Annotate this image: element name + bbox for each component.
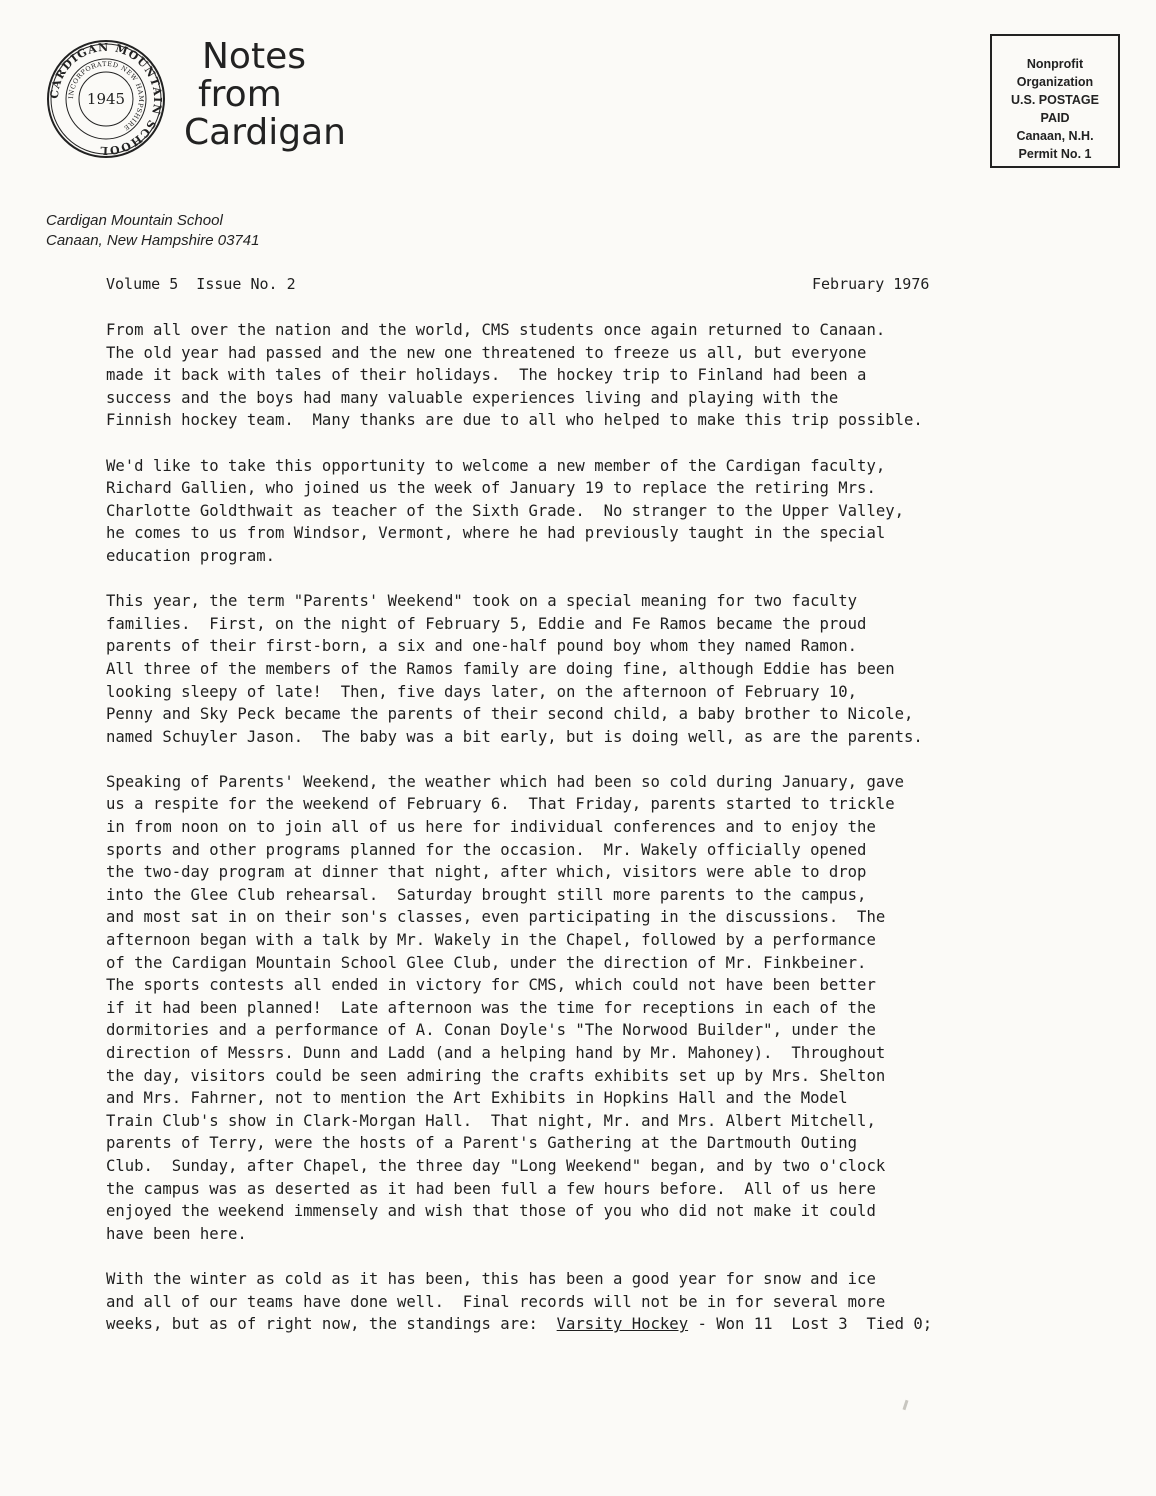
text-line: The old year had passed and the new one threatened to freeze us all, but everyone: [106, 343, 867, 362]
text-line: the campus was as deserted as it had been full a few hours before. All of us here: [106, 1179, 876, 1198]
text-line: made it back with tales of their holidays. The hockey trip to Finland had been a: [106, 366, 867, 385]
text-line: dormitories and a performance of A. Conan Doyle's "The Norwood Builder", under the: [106, 1021, 876, 1040]
text-line: Finnish hockey team. Many thanks are due to all who helped to make this trip possible.: [106, 411, 923, 430]
text-line: families. First, on the night of February 5, Eddie and Fe Ramos became the proud: [106, 614, 867, 633]
text-line: education program.: [106, 546, 275, 565]
school-address: [46, 211, 259, 251]
text-line: With the winter as cold as it has been, this has been a good year for snow and ice: [106, 1269, 876, 1288]
paragraph-births: [106, 590, 1106, 748]
text-line: All three of the members of the Ramos family are doing fine, although Eddie has been: [106, 659, 895, 678]
title-line-notes: Notes: [202, 36, 306, 77]
text-line: Richard Gallien, who joined us the week of January 19 to replace the retiring Mrs.: [106, 479, 876, 498]
article-body: [106, 319, 1106, 1358]
postage-line: Permit No. 1: [1018, 147, 1092, 161]
text-line: the two-day program at dinner that night, after which, visitors were able to drop: [106, 863, 867, 882]
text-line: success and the boys had many valuable experiences living and playing with the: [106, 388, 839, 407]
text-line: Charlotte Goldthwait as teacher of the Sixth Grade. No stranger to the Upper Valley,: [106, 501, 904, 520]
postage-line: Organization: [1016, 75, 1094, 89]
text-line: parents of Terry, were the hosts of a Parent's Gathering at the Dartmouth Outing: [106, 1134, 858, 1153]
text-line: From all over the nation and the world, CMS students once again returned to Canaan.: [106, 321, 886, 339]
text-line: us a respite for the weekend of February 6. That Friday, parents started to trickle: [106, 795, 895, 814]
text-line: We'd like to take this opportunity to welcome a new member of the Cardigan faculty,: [106, 456, 886, 475]
postage-line: PAID: [1040, 111, 1070, 125]
postage-line: Nonprofit: [1026, 57, 1084, 71]
school-name: Cardigan Mountain School: [46, 212, 223, 229]
text-line: Speaking of Parents' Weekend, the weather which had been so cold during January, gave: [106, 772, 904, 791]
text-line: into the Glee Club rehearsal. Saturday brought still more parents to the campus,: [106, 885, 867, 904]
postage-line: Canaan, N.H.: [1016, 129, 1094, 143]
volume-issue: Volume 5 Issue No. 2: [106, 275, 296, 293]
paper-mark: [903, 1400, 909, 1410]
seal-year: 1945: [86, 90, 126, 108]
standings-line: [106, 1313, 1106, 1336]
text-line: and all of our teams have done well. Final records will not be in for several more: [106, 1292, 886, 1311]
seal-inner-text: INCORPORATED NEW HAMPSHIRE: [66, 59, 146, 133]
seal-ring-text: CARDIGAN MOUNTAIN SCHOOL: [47, 40, 165, 158]
text-line: parents of their first-born, a six and one-half pound boy whom they named Ramon.: [106, 637, 858, 656]
varsity-hockey-label: Varsity Hockey: [556, 1315, 689, 1334]
text-line: and Mrs. Fahrner, not to mention the Art Exhibits in Hopkins Hall and the Model: [106, 1089, 848, 1108]
text-line: afternoon began with a talk by Mr. Wakely in the Chapel, followed by a performance: [106, 931, 876, 950]
paragraph-parents-weekend: [106, 771, 1106, 1245]
text-line: sports and other programs planned for the occasion. Mr. Wakely officially opened: [106, 840, 867, 859]
text-line: he comes to us from Windsor, Vermont, where he had previously taught in the special: [106, 524, 886, 543]
newsletter-title: [184, 38, 346, 152]
issue-line: [106, 273, 966, 295]
text-line: looking sleepy of late! Then, five days later, on the afternoon of February 10,: [106, 682, 858, 701]
text-line: Penny and Sky Peck became the parents of their second child, a baby brother to Nicole,: [106, 705, 914, 724]
text-line: The sports contests all ended in victory for CMS, which could not have been better: [106, 976, 876, 995]
title-line-cardigan: Cardigan: [184, 112, 346, 153]
text-line: named Schuyler Jason. The baby was a bit early, but is doing well, as are the parents.: [106, 727, 923, 746]
text-line: direction of Messrs. Dunn and Ladd (and a helping hand by Mr. Mahoney). Throughout: [106, 1044, 886, 1062]
text-line: the day, visitors could be seen admiring the crafts exhibits set up by Mrs. Shelton: [106, 1066, 886, 1085]
text-line: have been here.: [106, 1224, 247, 1243]
paragraph-welcome: [106, 455, 1106, 568]
school-seal-logo: [30, 38, 182, 160]
paragraph-sports: [106, 1268, 1106, 1336]
varsity-hockey-record: - Won 11 Lost 3 Tied 0;: [688, 1315, 933, 1334]
text-line: This year, the term "Parents' Weekend" took on a special meaning for two faculty: [106, 592, 858, 611]
text-line: Club. Sunday, after Chapel, the three day "Long Weekend" began, and by two o'clock: [106, 1156, 886, 1175]
text-line: if it had been planned! Late afternoon was the time for receptions in each of the: [106, 998, 876, 1017]
school-city: Canaan, New Hampshire 03741: [46, 232, 260, 249]
postage-indicia: [990, 34, 1120, 168]
postage-line: U.S. POSTAGE: [1011, 93, 1099, 107]
text-line: and most sat in on their son's classes, even participating in the discussions. The: [106, 908, 886, 927]
text-line: enjoyed the weekend immensely and wish that those of you who did not make it could: [106, 1202, 876, 1221]
paragraph-return: [106, 319, 1106, 432]
text-line: Train Club's show in Clark-Morgan Hall. That night, Mr. and Mrs. Albert Mitchell,: [106, 1111, 876, 1130]
issue-date: February 1976: [812, 275, 930, 293]
standings-lead: weeks, but as of right now, the standings are:: [106, 1315, 557, 1334]
text-line: of the Cardigan Mountain School Glee Club, under the direction of Mr. Finkbeiner.: [106, 953, 867, 972]
text-line: in from noon on to join all of us here for individual conferences and to enjoy the: [106, 818, 876, 837]
title-line-from: from: [198, 74, 282, 115]
